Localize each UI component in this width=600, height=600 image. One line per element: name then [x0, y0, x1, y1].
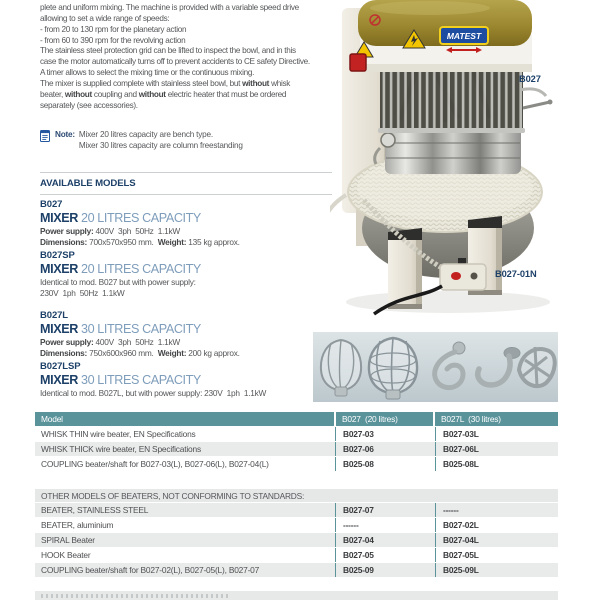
table-row	[35, 563, 558, 577]
intro-line: separately (see accessories).	[40, 100, 138, 110]
model-title-bold: MIXER	[40, 211, 78, 225]
code-cell: B025-08L	[435, 457, 558, 471]
model-code: B027L	[40, 310, 69, 321]
svg-text:MATEST: MATEST	[446, 31, 482, 41]
col-header-b027l: B027L (30 litres)	[435, 412, 558, 426]
model-title	[40, 322, 340, 337]
model-title-bold: MIXER	[40, 373, 78, 387]
model-spec-line: Dimensions: 700x570x950 mm. Weight: 135 kg approx.	[40, 237, 240, 247]
table-row	[35, 518, 558, 532]
emergency-button-graphic	[350, 54, 366, 71]
code-cell: B025-08	[335, 457, 435, 471]
model-title	[40, 373, 340, 388]
model-title	[40, 262, 340, 277]
beaters-photo	[313, 332, 558, 407]
code-cell: B027-07	[335, 503, 435, 517]
table-row	[35, 533, 558, 547]
table-section-header: OTHER MODELS OF BEATERS, NOT CONFORMING TO STANDARDS:	[35, 489, 558, 502]
note-text	[79, 129, 243, 151]
note-block	[40, 129, 243, 151]
intro-line: allowing to set a wide range of speeds:	[40, 13, 170, 23]
model-spec-line: Power supply: 400V 3ph 50Hz 1.1kW	[40, 337, 180, 347]
model-cell: SPIRAL Beater	[41, 535, 95, 545]
heater-model-label: B027-01N	[495, 269, 537, 279]
mixer-model-label: B027	[519, 74, 541, 84]
model-spec-line: 230V 1ph 50Hz 1.1kW	[40, 288, 125, 298]
code-cell: ------	[435, 503, 558, 517]
code-cell: B027-06L	[435, 442, 558, 456]
table-row	[35, 427, 558, 441]
clipped-next-row	[35, 591, 558, 600]
code-cell: B025-09	[335, 563, 435, 577]
code-cell: B027-04L	[435, 533, 558, 547]
table-row	[35, 442, 558, 456]
brand-logo	[440, 27, 488, 44]
model-title-capacity: 30 LITRES CAPACITY	[77, 322, 201, 336]
intro-line: A timer allows to select the mixing time or the continuous mixing.	[40, 68, 255, 78]
model-spec-line: Identical to mod. B027L, but with power supply: 230V 1ph 1.1kW	[40, 388, 267, 398]
clipped-text	[41, 594, 231, 598]
model-title	[40, 211, 340, 226]
model-cell: COUPLING beater/shaft for B027-03(L), B027-06(L), B027-04(L)	[41, 459, 269, 469]
code-cell: B027-02L	[435, 518, 558, 532]
model-spec-line: Identical to mod. B027 but with power supply:	[40, 277, 196, 287]
model-cell: WHISK THICK wire beater, EN Specifications	[41, 444, 201, 454]
table-row	[35, 548, 558, 562]
model-title-bold: MIXER	[40, 322, 78, 336]
model-title-bold: MIXER	[40, 262, 78, 276]
code-cell: B027-03	[335, 427, 435, 441]
code-cell: B027-06	[335, 442, 435, 456]
table-header-row	[35, 412, 558, 426]
model-title-capacity: 20 LITRES CAPACITY	[77, 262, 201, 276]
intro-line: beater, without coupling and without electric heater that must be ordered	[40, 89, 287, 99]
beaters-table-nonstandard	[35, 489, 558, 578]
table-row	[35, 503, 558, 517]
table-row	[35, 457, 558, 471]
code-cell: ------	[335, 518, 435, 532]
code-cell: B025-09L	[435, 563, 558, 577]
note-icon	[40, 130, 50, 151]
model-cell: COUPLING beater/shaft for B027-02(L), B027-05(L), B027-07	[41, 565, 260, 575]
col-header-model: Model	[35, 412, 334, 426]
model-cell: BEATER, STAINLESS STEEL	[41, 505, 149, 515]
col-header-b027: B027 (20 litres)	[336, 412, 433, 426]
intro-line: case the motor automatically turns off to prevent accidents to CE safety Directive.	[40, 57, 310, 67]
model-code: B027	[40, 199, 63, 210]
mixer-product-photo	[330, 0, 560, 330]
model-spec-line: Power supply: 400V 3ph 50Hz 1.1kW	[40, 226, 180, 236]
model-code: B027LSP	[40, 361, 81, 372]
intro-line: The mixer is supplied complete with stainless steel bowl, but without whisk	[40, 78, 291, 88]
model-title-capacity: 20 LITRES CAPACITY	[77, 211, 201, 225]
model-cell: WHISK THIN wire beater, EN Specifications	[41, 429, 196, 439]
intro-line: - from 60 to 390 rpm for the revolving action	[40, 35, 186, 45]
model-cell: BEATER, aluminium	[41, 520, 114, 530]
code-cell: B027-05	[335, 548, 435, 562]
model-cell: HOOK Beater	[41, 550, 91, 560]
available-models-heading: AVAILABLE MODELS	[40, 172, 332, 195]
beaters-table-standard	[35, 412, 558, 472]
note-line-1: Mixer 20 litres capacity are bench type.	[78, 130, 213, 139]
models-list	[40, 197, 340, 399]
intro-line: The stainless steel protection grid can be lifted to inspect the bowl, and in this	[40, 46, 296, 56]
model-title-capacity: 30 LITRES CAPACITY	[77, 373, 201, 387]
intro-paragraph	[40, 3, 310, 111]
model-code: B027SP	[40, 250, 75, 261]
code-cell: B027-05L	[435, 548, 558, 562]
intro-line: - from 20 to 130 rpm for the planetary action	[40, 24, 187, 34]
code-cell: B027-03L	[435, 427, 558, 441]
code-cell: B027-04	[335, 533, 435, 547]
model-spec-line: Dimensions: 750x600x960 mm. Weight: 200 kg approx.	[40, 348, 240, 358]
intro-line: plete and uniform mixing. The machine is provided with a variable speed drive	[40, 3, 299, 12]
note-line-2: Mixer 30 litres capacity are column freestanding	[78, 141, 243, 150]
note-label: Note:	[55, 130, 75, 139]
